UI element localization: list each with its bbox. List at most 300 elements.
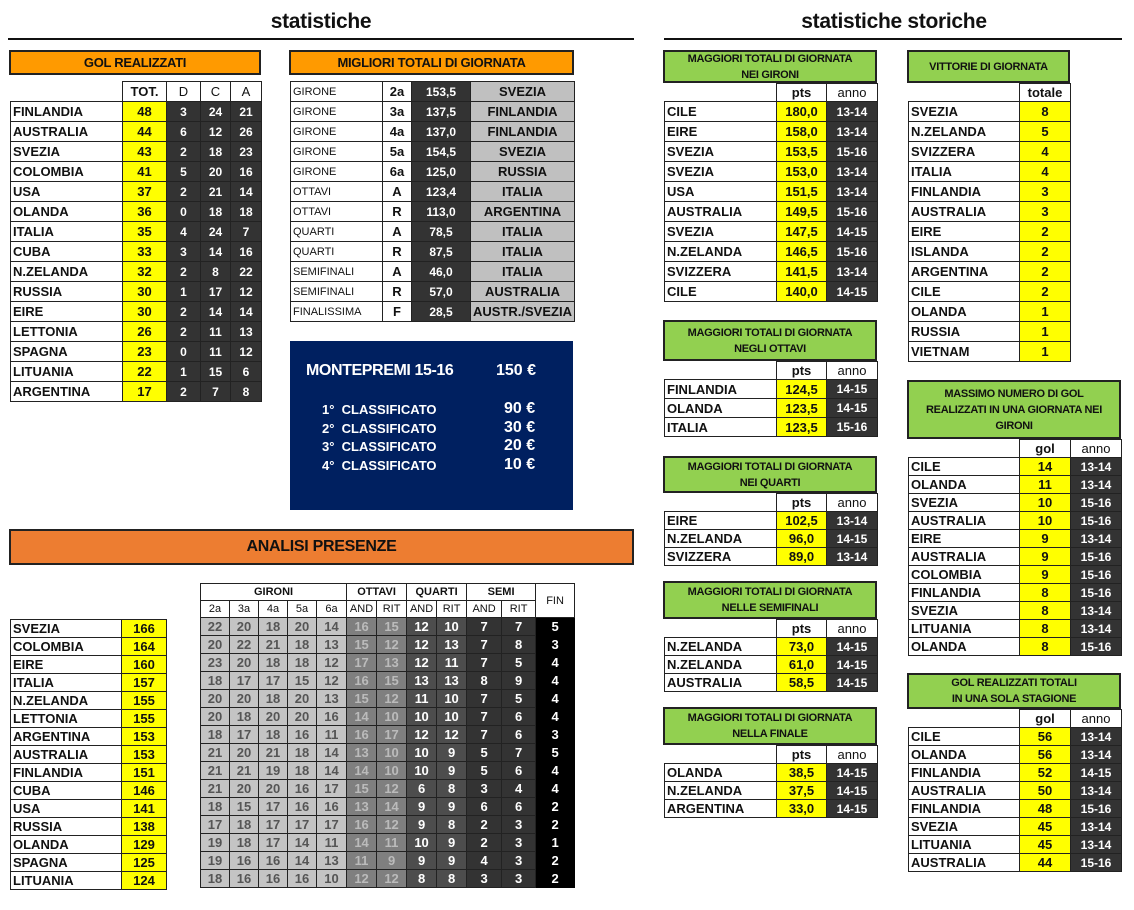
- table-row: [665, 202, 878, 222]
- day: A: [383, 222, 412, 242]
- table-row: [909, 530, 1122, 548]
- grid-row: [201, 852, 575, 870]
- table-row: [291, 262, 575, 282]
- presence-cell: 3: [467, 870, 502, 888]
- table-row: [291, 102, 575, 122]
- value: 3: [1020, 182, 1071, 202]
- goal-c: 17: [201, 282, 231, 302]
- team-name: SVEZIA: [909, 818, 1020, 836]
- team-name: EIRE: [665, 122, 777, 142]
- team-name: VIETNAM: [909, 342, 1020, 362]
- day: R: [383, 242, 412, 262]
- presence-cell: 11: [377, 834, 407, 852]
- table-row: [909, 302, 1071, 322]
- presence-cell: 8: [437, 870, 467, 888]
- team-name: CILE: [909, 728, 1020, 746]
- presence-total: 138: [122, 818, 167, 836]
- presence-cell: 18: [201, 870, 230, 888]
- team-name: N.ZELANDA: [665, 656, 777, 674]
- team-name: SVIZZERA: [665, 262, 777, 282]
- value: 10: [1020, 512, 1071, 530]
- phase: OTTAVI: [291, 182, 383, 202]
- presence-cell: 18: [288, 636, 317, 654]
- goal-d: 3: [167, 102, 201, 122]
- value: 8: [1020, 584, 1071, 602]
- team-name: AUSTRALIA: [11, 746, 122, 764]
- presence-cell: 15: [288, 672, 317, 690]
- phase: GIRONE: [291, 162, 383, 182]
- points: 28,5: [412, 302, 471, 322]
- table-row: [909, 282, 1071, 302]
- team-name: SVEZIA: [909, 494, 1020, 512]
- goal-c: 11: [201, 322, 231, 342]
- team-name: ITALIA: [471, 242, 575, 262]
- table-row: [11, 818, 167, 836]
- presence-cell: 10: [437, 690, 467, 708]
- sub-header: RIT: [502, 601, 536, 618]
- value: 9: [1020, 548, 1071, 566]
- presence-cell: 12: [317, 672, 347, 690]
- table-row: [11, 854, 167, 872]
- presence-cell: 10: [377, 708, 407, 726]
- value: 153,5: [777, 142, 827, 162]
- team-name: SVEZIA: [471, 142, 575, 162]
- season: 13-14: [1071, 476, 1122, 494]
- blank-cell: [909, 84, 1020, 102]
- right-section-title: statistiche storiche: [801, 10, 987, 33]
- season: 14-15: [827, 800, 878, 818]
- presence-cell: 16: [317, 798, 347, 816]
- presence-cell: 15: [377, 672, 407, 690]
- season: 13-14: [1071, 458, 1122, 476]
- presence-cell: 13: [347, 798, 377, 816]
- value: 89,0: [777, 548, 827, 566]
- presence-cell: 17: [259, 816, 288, 834]
- col-header: gol: [1020, 440, 1071, 458]
- presence-cell: 23: [201, 654, 230, 672]
- presence-cell: 14: [288, 834, 317, 852]
- team-name: COLOMBIA: [11, 638, 122, 656]
- presence-cell: 15: [230, 798, 259, 816]
- team-name: AUSTRALIA: [909, 548, 1020, 566]
- presence-cell: 16: [230, 852, 259, 870]
- grid-row: [201, 780, 575, 798]
- presence-cell: 5: [502, 654, 536, 672]
- table-row: [11, 746, 167, 764]
- team-name: LITUANIA: [11, 872, 122, 890]
- presence-cell: 3: [467, 780, 502, 798]
- presence-cell: 17: [259, 798, 288, 816]
- goal-d: 4: [167, 222, 201, 242]
- presence-cell: 20: [201, 708, 230, 726]
- left-title-rule: [8, 38, 634, 40]
- team-name: CILE: [909, 282, 1020, 302]
- season: 15-16: [1071, 494, 1122, 512]
- presence-cell: 18: [288, 744, 317, 762]
- table-row: [665, 638, 878, 656]
- presence-total: 125: [122, 854, 167, 872]
- presence-cell: 16: [259, 852, 288, 870]
- presence-cell: 13: [317, 690, 347, 708]
- season: 13-14: [827, 262, 878, 282]
- value: 4: [1020, 142, 1071, 162]
- table-row: [909, 764, 1122, 782]
- table-row: [665, 548, 878, 566]
- team-name: SVEZIA: [471, 82, 575, 102]
- presence-cell: 14: [347, 834, 377, 852]
- presence-cell: 14: [347, 708, 377, 726]
- max_gol-table: [908, 439, 1122, 656]
- grid-row: [201, 708, 575, 726]
- presence-cell: 4: [536, 708, 575, 726]
- phase: OTTAVI: [291, 202, 383, 222]
- presence-cell: 18: [230, 816, 259, 834]
- season: 14-15: [827, 399, 878, 418]
- table-row: [665, 262, 878, 282]
- presence-cell: 10: [407, 708, 437, 726]
- value: 44: [1020, 854, 1071, 872]
- presence-cell: 5: [536, 618, 575, 636]
- table-row: [11, 674, 167, 692]
- goal-d: 2: [167, 262, 201, 282]
- presence-cell: 12: [317, 654, 347, 672]
- migliori-totali-header: MIGLIORI TOTALI DI GIORNATA: [289, 50, 574, 75]
- header-line: GIRONI: [995, 419, 1033, 432]
- presence-cell: 17: [201, 816, 230, 834]
- goal-a: 12: [231, 282, 262, 302]
- team-name: USA: [11, 800, 122, 818]
- presence-cell: 18: [230, 708, 259, 726]
- col-header-d: D: [167, 82, 201, 102]
- team-name: CUBA: [11, 782, 122, 800]
- goal-c: 20: [201, 162, 231, 182]
- team-name: FINLANDIA: [471, 102, 575, 122]
- header-line: MAGGIORI TOTALI DI GIORNATA: [687, 326, 853, 339]
- presence-cell: 18: [230, 834, 259, 852]
- points: 153,5: [412, 82, 471, 102]
- table-row: [909, 342, 1071, 362]
- presence-cell: 9: [437, 798, 467, 816]
- presence-cell: 9: [407, 816, 437, 834]
- presence-cell: 6: [502, 762, 536, 780]
- presence-cell: 16: [288, 798, 317, 816]
- grid-row: [201, 654, 575, 672]
- table-row: [909, 854, 1122, 872]
- header-row: [665, 362, 878, 380]
- season: 13-14: [827, 182, 878, 202]
- table-row: [11, 382, 262, 402]
- presence-cell: 4: [467, 852, 502, 870]
- presence-cell: 10: [407, 762, 437, 780]
- value: 8: [1020, 620, 1071, 638]
- gol_stagione-header: [907, 673, 1121, 709]
- value: 8: [1020, 638, 1071, 656]
- prize-amount: 10 €: [504, 455, 536, 473]
- goal-a: 13: [231, 322, 262, 342]
- prize-place-label: 3° CLASSIFICATO: [322, 439, 437, 454]
- team-name: ITALIA: [471, 182, 575, 202]
- presence-cell: 17: [317, 816, 347, 834]
- day: 5a: [383, 142, 412, 162]
- table-row: [665, 782, 878, 800]
- team-name: AUSTRALIA: [471, 282, 575, 302]
- presence-cell: 7: [467, 690, 502, 708]
- presence-cell: 20: [201, 636, 230, 654]
- value: 123,5: [777, 418, 827, 437]
- presence-cell: 4: [536, 690, 575, 708]
- vittorie-header: [907, 50, 1070, 83]
- goal-d: 2: [167, 382, 201, 402]
- col-header: pts: [777, 494, 827, 512]
- points: 113,0: [412, 202, 471, 222]
- value: 153,0: [777, 162, 827, 182]
- team-name: AUSTR./SVEZIA: [471, 302, 575, 322]
- presence-total: 166: [122, 620, 167, 638]
- presence-cell: 16: [347, 672, 377, 690]
- header-line: REALIZZATI IN UNA GIORNATA NEI: [926, 403, 1102, 416]
- presence-cell: 16: [347, 726, 377, 744]
- presence-cell: 13: [347, 744, 377, 762]
- presence-total: 160: [122, 656, 167, 674]
- value: 141,5: [777, 262, 827, 282]
- table-row: [665, 800, 878, 818]
- presence-cell: 8: [467, 672, 502, 690]
- presence-cell: 2: [467, 834, 502, 852]
- table-row: [11, 362, 262, 382]
- team-name: ARGENTINA: [11, 382, 123, 402]
- value: 149,5: [777, 202, 827, 222]
- team-name: AUSTRALIA: [909, 512, 1020, 530]
- goal-d: 5: [167, 162, 201, 182]
- gol_stagione-table: [908, 709, 1122, 872]
- presence-cell: 2: [536, 852, 575, 870]
- season: 13-14: [1071, 782, 1122, 800]
- team-name: ARGENTINA: [471, 202, 575, 222]
- table-row: [909, 548, 1122, 566]
- blank-cell: [665, 84, 777, 102]
- blank-cell: [665, 746, 777, 764]
- presence-cell: 13: [437, 672, 467, 690]
- season: 13-14: [1071, 818, 1122, 836]
- goal-total: 44: [123, 122, 167, 142]
- col-header: anno: [827, 362, 878, 380]
- migliori-totali-table: [290, 81, 575, 322]
- presence-cell: 2: [536, 816, 575, 834]
- presence-cell: 7: [467, 726, 502, 744]
- team-name: ITALIA: [471, 262, 575, 282]
- presence-cell: 15: [347, 780, 377, 798]
- table-row: [11, 638, 167, 656]
- team-name: ITALIA: [665, 418, 777, 437]
- table-row: [909, 620, 1122, 638]
- goal-total: 43: [123, 142, 167, 162]
- season: 13-14: [827, 512, 878, 530]
- presence-cell: 11: [407, 690, 437, 708]
- presence-cell: 13: [317, 636, 347, 654]
- grid-row: [201, 816, 575, 834]
- col-header: anno: [827, 746, 878, 764]
- goal-a: 7: [231, 222, 262, 242]
- team-name: AUSTRALIA: [909, 854, 1020, 872]
- presence-cell: 20: [230, 690, 259, 708]
- goal-a: 26: [231, 122, 262, 142]
- presence-cell: 17: [230, 726, 259, 744]
- sub-header: 5a: [288, 601, 317, 618]
- presence-cell: 20: [288, 690, 317, 708]
- presence-total: 124: [122, 872, 167, 890]
- sub-header: 6a: [317, 601, 347, 618]
- table-row: [909, 262, 1071, 282]
- phase: FINALISSIMA: [291, 302, 383, 322]
- goal-d: 0: [167, 202, 201, 222]
- header-line: MAGGIORI TOTALI DI GIORNATA: [687, 460, 853, 473]
- team-name: USA: [11, 182, 123, 202]
- table-row: [665, 282, 878, 302]
- team-name: ARGENTINA: [909, 262, 1020, 282]
- table-row: [291, 202, 575, 222]
- value: 10: [1020, 494, 1071, 512]
- goal-c: 24: [201, 222, 231, 242]
- table-row: [909, 584, 1122, 602]
- team-name: RUSSIA: [471, 162, 575, 182]
- presence-cell: 17: [347, 654, 377, 672]
- points: 137,0: [412, 122, 471, 142]
- table-row: [11, 872, 167, 890]
- presence-cell: 12: [377, 636, 407, 654]
- presence-cell: 21: [259, 744, 288, 762]
- goal-c: 8: [201, 262, 231, 282]
- value: 73,0: [777, 638, 827, 656]
- gironi-header: [663, 50, 877, 83]
- value: 2: [1020, 222, 1071, 242]
- presence-total: 157: [122, 674, 167, 692]
- goal-c: 11: [201, 342, 231, 362]
- group-header-semi: SEMI: [467, 584, 536, 601]
- points: 125,0: [412, 162, 471, 182]
- presence-cell: 5: [536, 744, 575, 762]
- presence-total: 164: [122, 638, 167, 656]
- phase: GIRONE: [291, 122, 383, 142]
- presence-cell: 7: [467, 708, 502, 726]
- presence-cell: 20: [230, 654, 259, 672]
- points: 57,0: [412, 282, 471, 302]
- table-row: [909, 602, 1122, 620]
- presence-cell: 14: [317, 744, 347, 762]
- goal-d: 1: [167, 282, 201, 302]
- season: 13-14: [1071, 836, 1122, 854]
- presence-total: 153: [122, 746, 167, 764]
- sub-header: AND: [407, 601, 437, 618]
- presence-cell: 22: [230, 636, 259, 654]
- value: 48: [1020, 800, 1071, 818]
- points: 46,0: [412, 262, 471, 282]
- goal-total: 22: [123, 362, 167, 382]
- finale-header: [663, 707, 877, 745]
- ottavi-header: [663, 320, 877, 361]
- presence-cell: 22: [201, 618, 230, 636]
- presence-total: 129: [122, 836, 167, 854]
- points: 123,4: [412, 182, 471, 202]
- presence-total: 141: [122, 800, 167, 818]
- presence-cell: 10: [437, 618, 467, 636]
- col-header: pts: [777, 362, 827, 380]
- table-row: [909, 122, 1071, 142]
- table-row: [11, 182, 262, 202]
- goal-total: 30: [123, 282, 167, 302]
- table-row: [909, 512, 1122, 530]
- table-row: [11, 102, 262, 122]
- presence-cell: 2: [536, 870, 575, 888]
- team-name: ITALIA: [909, 162, 1020, 182]
- team-name: LITUANIA: [909, 836, 1020, 854]
- team-name: SVEZIA: [909, 602, 1020, 620]
- value: 14: [1020, 458, 1071, 476]
- group-header-gironi: GIRONI: [201, 584, 347, 601]
- presence-cell: 2: [536, 798, 575, 816]
- presence-cell: 4: [502, 780, 536, 798]
- table-row: [909, 818, 1122, 836]
- header-line: MAGGIORI TOTALI DI GIORNATA: [687, 712, 853, 724]
- day: R: [383, 282, 412, 302]
- sub-header: RIT: [377, 601, 407, 618]
- prize-place-label: 4° CLASSIFICATO: [322, 457, 437, 473]
- team-name: N.ZELANDA: [665, 638, 777, 656]
- goal-c: 14: [201, 242, 231, 262]
- team-name: SVEZIA: [665, 142, 777, 162]
- goal-total: 23: [123, 342, 167, 362]
- table-row: [11, 728, 167, 746]
- phase: GIRONE: [291, 102, 383, 122]
- presence-total: 155: [122, 710, 167, 728]
- presence-cell: 17: [317, 780, 347, 798]
- presence-cell: 21: [201, 744, 230, 762]
- table-row: [11, 302, 262, 322]
- presence-cell: 10: [407, 834, 437, 852]
- presence-cell: 11: [317, 726, 347, 744]
- season: 14-15: [827, 222, 878, 242]
- presence-cell: 16: [259, 870, 288, 888]
- value: 2: [1020, 262, 1071, 282]
- presence-cell: 9: [437, 762, 467, 780]
- blank-cell: [909, 440, 1020, 458]
- goal-a: 16: [231, 242, 262, 262]
- header-row: [909, 440, 1122, 458]
- presence-cell: 3: [502, 816, 536, 834]
- blank-cell: [665, 494, 777, 512]
- montepremi-box: [290, 341, 573, 510]
- goal-a: 6: [231, 362, 262, 382]
- value: 4: [1020, 162, 1071, 182]
- table-row: [909, 202, 1071, 222]
- presence-cell: 16: [288, 726, 317, 744]
- prize-place-label: 2° CLASSIFICATO: [322, 420, 437, 436]
- team-name: OLANDA: [11, 202, 123, 222]
- presence-cell: 13: [317, 852, 347, 870]
- goal-c: 24: [201, 102, 231, 122]
- goal-total: 35: [123, 222, 167, 242]
- sub-header: AND: [467, 601, 502, 618]
- phase: QUARTI: [291, 222, 383, 242]
- season: 15-16: [827, 418, 878, 437]
- table-row: [291, 122, 575, 142]
- team-name: FINLANDIA: [665, 380, 777, 399]
- gol-realizzati-table: [10, 81, 262, 402]
- team-name: CILE: [665, 282, 777, 302]
- value: 37,5: [777, 782, 827, 800]
- value: 102,5: [777, 512, 827, 530]
- prize-place-label: 1° CLASSIFICATO: [322, 402, 437, 417]
- goal-a: 14: [231, 302, 262, 322]
